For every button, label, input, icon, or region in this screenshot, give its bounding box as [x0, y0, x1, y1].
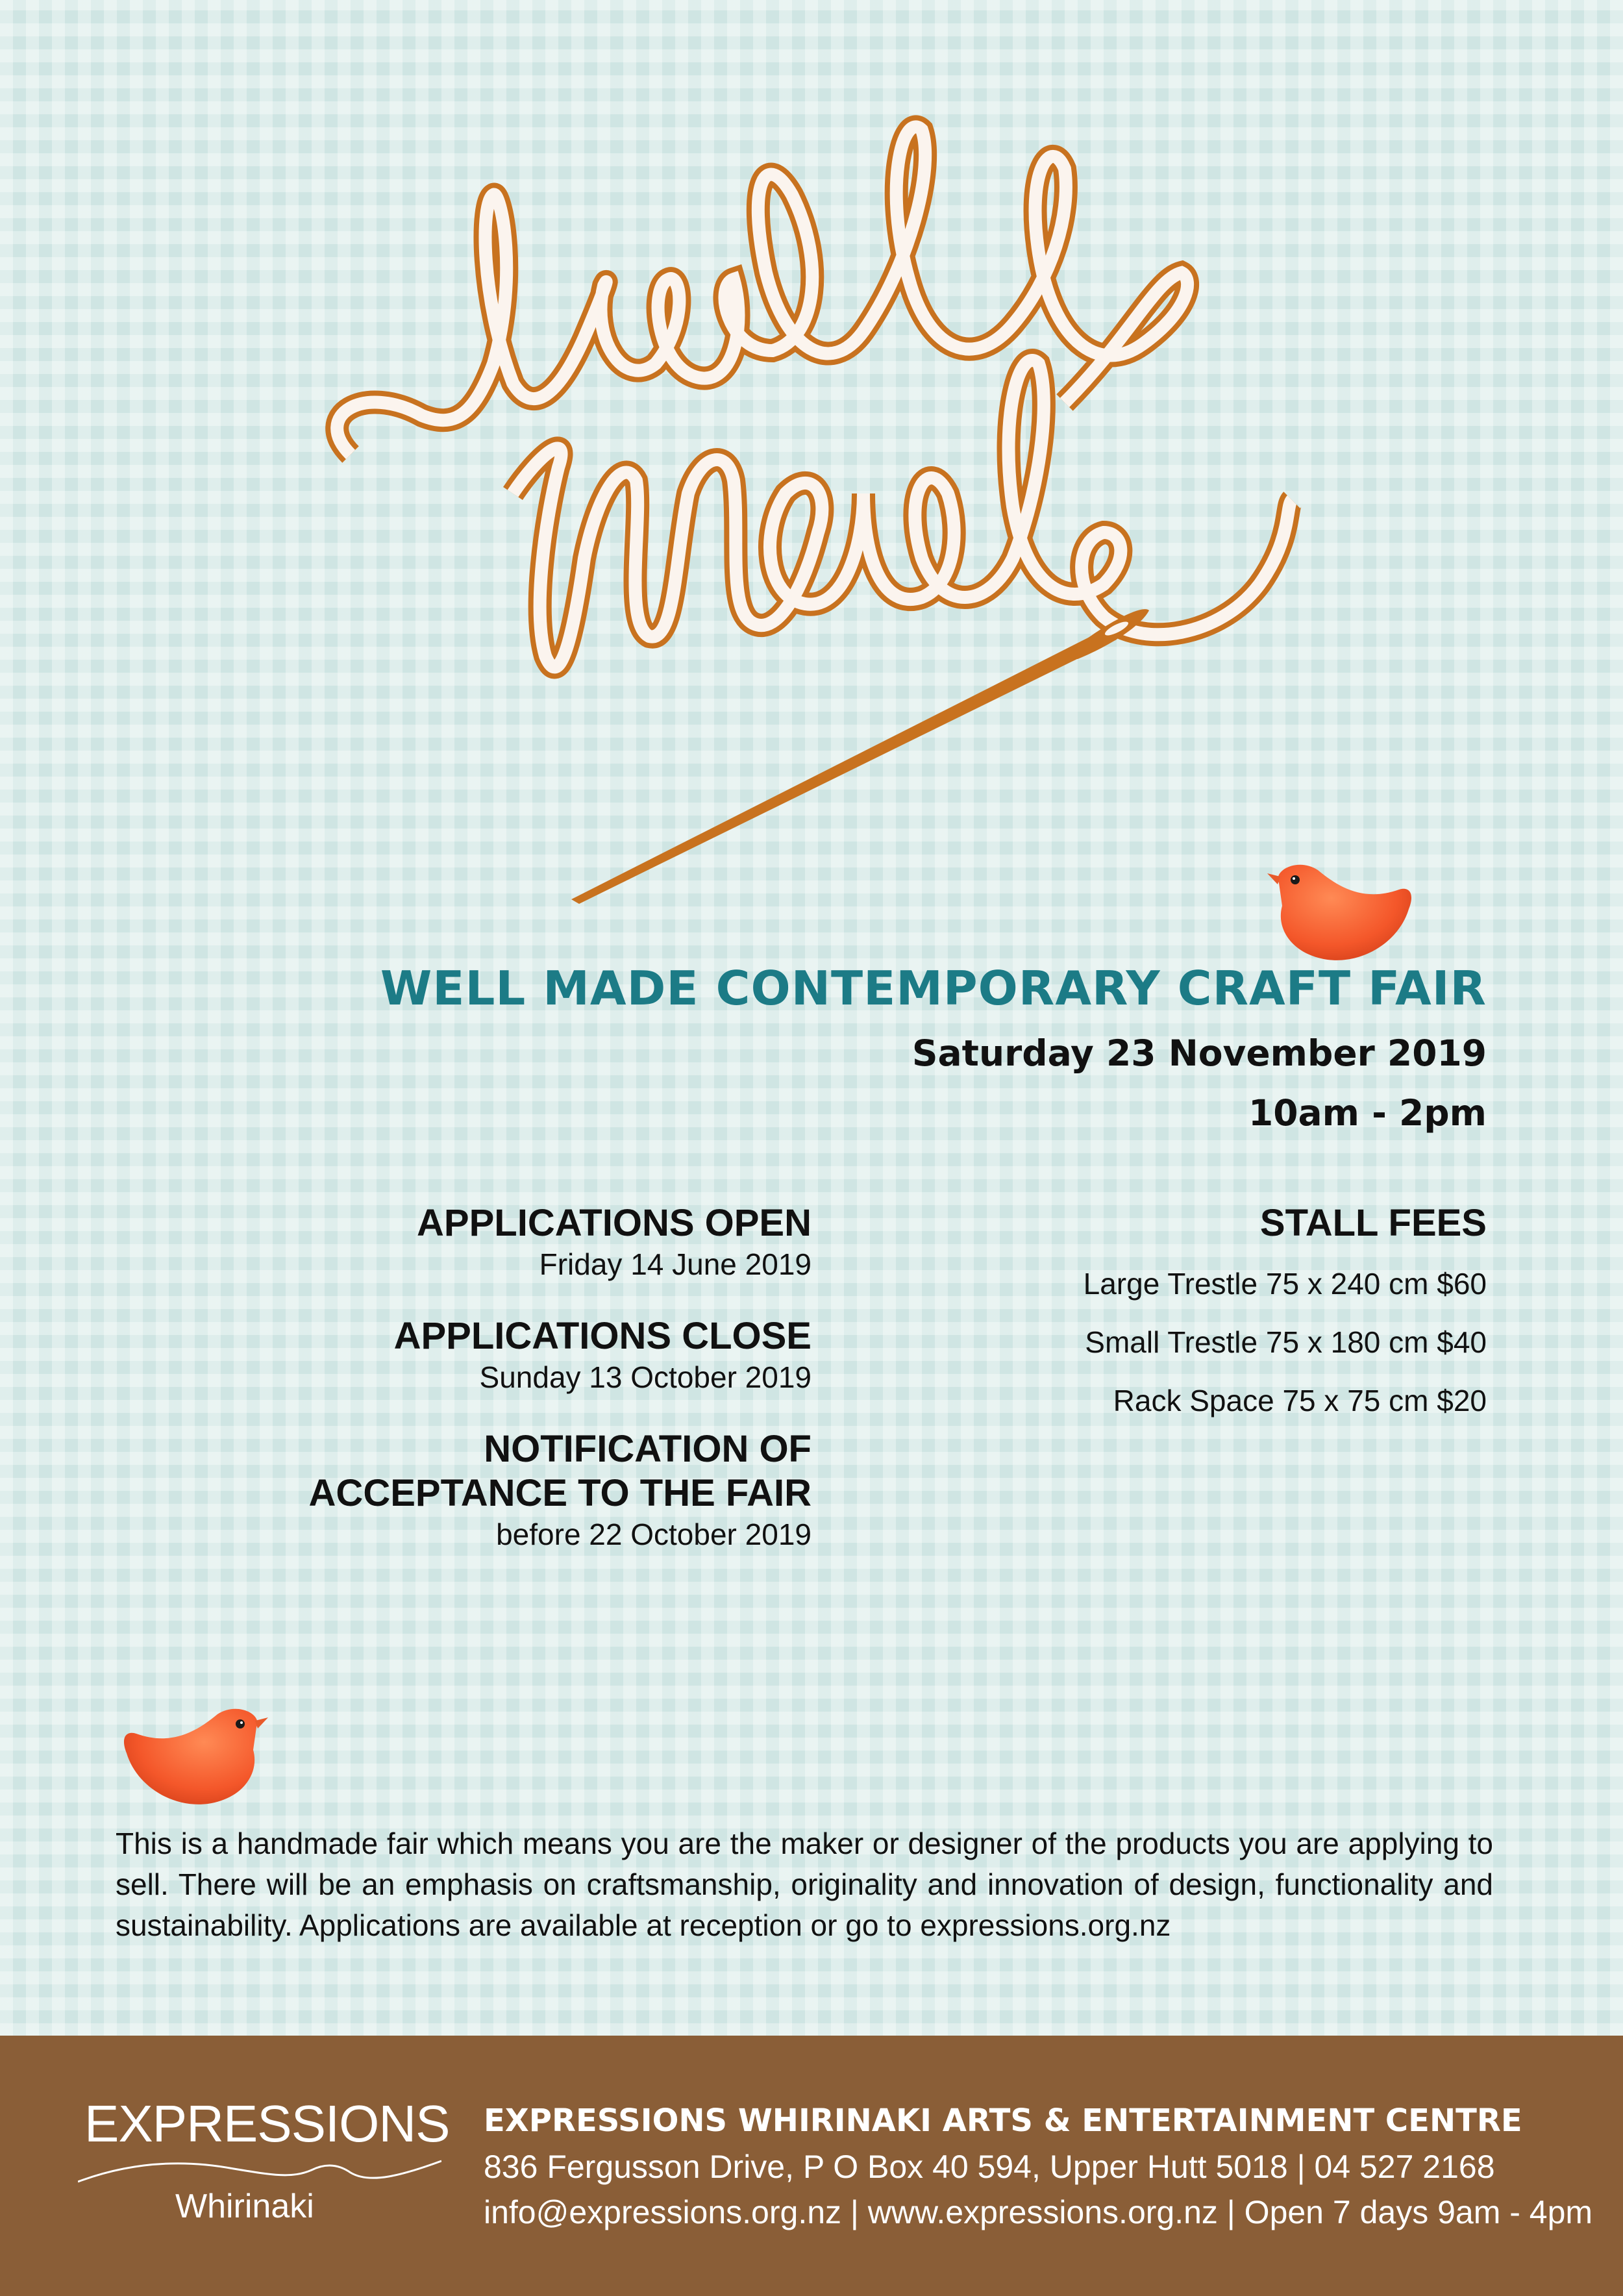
venue-name: EXPRESSIONS WHIRINAKI ARTS & ENTERTAINMENT CENTRE	[484, 2103, 1522, 2139]
applications-close	[162, 1314, 812, 1396]
venue-address: 836 Fergusson Drive, P O Box 40 594, Upper Hutt 5018 | 04 527 2168	[484, 2149, 1495, 2185]
stall-fees-heading: STALL FEES	[1259, 1202, 1487, 1244]
event-time: 10am - 2pm	[1248, 1092, 1487, 1134]
event-date: Saturday 23 November 2019	[911, 1032, 1487, 1074]
needle-icon	[571, 609, 1149, 904]
fee-large-trestle: Large Trestle 75 x 240 cm $60	[1083, 1267, 1487, 1301]
well-made-thread-artwork	[0, 0, 1623, 974]
notification-heading-line2: ACCEPTANCE TO THE FAIR	[308, 1472, 812, 1514]
fee-small-trestle: Small Trestle 75 x 180 cm $40	[1085, 1325, 1487, 1359]
applications-open-heading: APPLICATIONS OPEN	[417, 1202, 812, 1244]
event-title: WELL MADE CONTEMPORARY CRAFT FAIR	[380, 961, 1487, 1016]
applications-open-date: Friday 14 June 2019	[539, 1247, 812, 1281]
notification-heading-line1: NOTIFICATION OF	[484, 1428, 812, 1470]
notification-date: before 22 October 2019	[496, 1517, 812, 1551]
bird-icon	[114, 1701, 269, 1818]
stall-fees	[902, 1201, 1487, 1440]
fair-description: This is a handmade fair which means you are the maker or designer of the products you are applying to sell. There will be an emphasis on craftsmanship, originality and innovation of design, functionality and sustainability. Applications are available at reception or go to expressions.org.nz	[116, 1827, 1493, 1942]
applications-open	[162, 1201, 812, 1283]
expressions-logo-text: EXPRESSIONS	[84, 2095, 450, 2152]
whirinaki-logo-text: Whirinaki	[175, 2188, 314, 2225]
applications-close-heading: APPLICATIONS CLOSE	[393, 1315, 812, 1357]
bird-icon	[1266, 857, 1422, 974]
applications-close-date: Sunday 13 October 2019	[479, 1360, 812, 1394]
key-dates	[162, 1201, 812, 1584]
notification	[162, 1427, 812, 1553]
venue-contact: info@expressions.org.nz | www.expressions.org.nz | Open 7 days 9am - 4pm	[484, 2194, 1593, 2230]
fee-rack-space: Rack Space 75 x 75 cm $20	[1113, 1384, 1487, 1417]
